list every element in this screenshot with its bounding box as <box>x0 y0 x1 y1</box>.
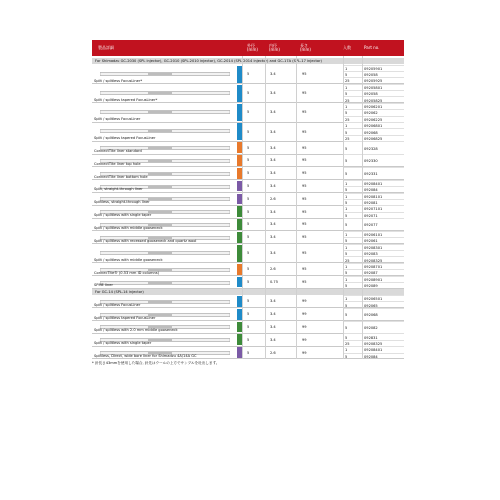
table-row <box>92 122 404 141</box>
part-number: 092083 <box>364 252 378 257</box>
outer-diameter: 5 <box>247 158 250 163</box>
product-label: Split / splitless FocusLiner* <box>94 78 143 83</box>
header-id: 内径 (mm) <box>269 42 280 52</box>
outer-diameter: 5 <box>247 350 250 355</box>
part-number: 092062 <box>364 111 378 116</box>
product-label: ConnectTite liner standard <box>94 149 142 154</box>
header-od: 外径 (mm) <box>247 42 258 52</box>
quantity: 5 <box>345 354 348 359</box>
length: 95 <box>302 110 307 115</box>
quantity: 5 <box>345 213 348 218</box>
part-number: 09206501 <box>364 297 383 302</box>
product-label: Split / splitless with single taper <box>94 213 152 218</box>
product-label: ConnectTite liner bottom hole <box>94 174 148 179</box>
outer-diameter: 5 <box>247 129 250 134</box>
inner-diameter: 3.4 <box>270 91 276 96</box>
column-divider <box>265 56 266 359</box>
part-number: 092068 <box>364 130 378 135</box>
product-label: ConnectTite liner top hole <box>94 161 141 166</box>
liner-illustration <box>100 110 230 114</box>
table-row <box>92 321 404 334</box>
part-number: 09208901 <box>364 277 383 282</box>
liner-illustration <box>100 91 230 95</box>
part-number: 09206201 <box>364 105 383 110</box>
table-row <box>92 180 404 193</box>
quantity-part-row <box>343 321 404 335</box>
header-product: 製品詳細 <box>98 44 114 50</box>
table-row <box>92 103 404 122</box>
quantity: 5 <box>345 146 348 151</box>
length: 95 <box>302 222 307 227</box>
quantity: 1 <box>345 124 348 129</box>
part-number: 09208401 <box>364 181 383 186</box>
product-label: Split / splitless with middle gooseneck <box>94 225 163 230</box>
quantity-part-row <box>343 308 404 322</box>
length: 95 <box>302 91 307 96</box>
table-row <box>92 65 404 84</box>
product-label: Split / splitless tapered FocusLiner <box>94 315 156 320</box>
quantity: 25 <box>345 117 350 122</box>
product-label: Split / splitless with middle gooseneck <box>94 257 163 262</box>
inner-diameter: 3.4 <box>270 222 276 227</box>
inner-diameter: 2.6 <box>270 196 276 201</box>
table-row <box>92 154 404 167</box>
inner-diameter: 3.4 <box>270 110 276 115</box>
quantity: 1 <box>345 265 348 270</box>
length: 95 <box>302 209 307 214</box>
inner-diameter: 2.6 <box>270 267 276 272</box>
quantity: 5 <box>345 239 348 244</box>
part-number: 092089 <box>364 284 378 289</box>
outer-diameter: 5 <box>247 196 250 201</box>
header-part-no: Part no. <box>364 44 380 50</box>
catalog-sheet <box>92 40 404 460</box>
part-number: 09205925 <box>364 79 383 84</box>
quantity: 1 <box>345 194 348 199</box>
column-divider <box>242 56 243 359</box>
length: 95 <box>302 251 307 256</box>
length: 95 <box>302 267 307 272</box>
outer-diameter: 5 <box>247 324 250 329</box>
part-number: 092831 <box>364 335 378 340</box>
quantity-part-row <box>343 141 404 155</box>
length: 95 <box>302 158 307 163</box>
quantity: 5 <box>345 284 348 289</box>
product-label: Splitless, straight-through liner <box>94 200 150 205</box>
part-number: 09208401 <box>364 348 383 353</box>
part-number: 092068 <box>364 313 378 318</box>
quantity: 1 <box>345 181 348 186</box>
product-label: Split / splitless FocusLiner <box>94 117 141 122</box>
length: 95 <box>302 129 307 134</box>
length: 95 <box>302 72 307 77</box>
inner-diameter: 0.75 <box>270 280 279 285</box>
quantity: 5 <box>345 223 348 228</box>
inner-diameter: 3.4 <box>270 337 276 342</box>
part-number: 092082 <box>364 325 378 330</box>
inner-diameter: 3.4 <box>270 184 276 189</box>
part-number: 092328 <box>364 146 378 151</box>
quantity: 1 <box>345 207 348 212</box>
outer-diameter: 5 <box>247 184 250 189</box>
inner-diameter: 3.4 <box>270 209 276 214</box>
part-number: 09208101 <box>364 194 383 199</box>
quantity: 5 <box>345 188 348 193</box>
length: 95 <box>302 196 307 201</box>
product-label: Split / splitless with recessed gooseneck and quartz wool <box>94 238 197 243</box>
product-label: Split / splitless with 2.0 mm middle gooseneck <box>94 328 178 333</box>
outer-diameter: 5 <box>247 251 250 256</box>
part-number: 09206101 <box>364 233 383 238</box>
product-label: Split / splitless tapered FocusLiner <box>94 136 156 141</box>
table-header <box>92 40 404 56</box>
outer-diameter: 5 <box>247 235 250 240</box>
part-number: 092061 <box>364 239 378 244</box>
length: 99 <box>302 337 307 342</box>
quantity-part-row <box>343 154 404 168</box>
length: 99 <box>302 299 307 304</box>
table-row <box>92 193 404 206</box>
column-divider <box>296 56 297 359</box>
outer-diameter: 5 <box>247 312 250 317</box>
quantity: 25 <box>345 98 350 103</box>
quantity: 5 <box>345 201 348 206</box>
inner-diameter: 3.4 <box>270 312 276 317</box>
quantity: 1 <box>345 233 348 238</box>
quantity: 25 <box>345 79 350 84</box>
inner-diameter: 2.6 <box>270 350 276 355</box>
column-divider <box>343 56 344 359</box>
quantity: 5 <box>345 325 348 330</box>
length: 95 <box>302 184 307 189</box>
inner-diameter: 3.4 <box>270 129 276 134</box>
quantity: 5 <box>345 172 348 177</box>
quantity: 5 <box>345 303 348 308</box>
quantity: 1 <box>345 245 348 250</box>
quantity: 1 <box>345 297 348 302</box>
inner-diameter: 3.4 <box>270 251 276 256</box>
length: 95 <box>302 280 307 285</box>
part-number: 09206801 <box>364 124 383 129</box>
table-row <box>92 167 404 180</box>
inner-diameter: 3.4 <box>270 324 276 329</box>
part-number: 092058 <box>364 73 378 78</box>
inner-diameter: 3.4 <box>270 235 276 240</box>
part-number: 09206825 <box>364 137 383 142</box>
product-label: Split / splitless FocusLiner <box>94 302 141 307</box>
quantity: 5 <box>345 111 348 116</box>
part-number: 09208325 <box>364 341 383 346</box>
inner-diameter: 3.4 <box>270 145 276 150</box>
liner-illustration <box>100 72 230 76</box>
product-label: Split / splitless with single taper <box>94 341 152 346</box>
header-quantity: 入数 <box>343 44 351 50</box>
outer-diameter: 5 <box>247 110 250 115</box>
outer-diameter: 5 <box>247 280 250 285</box>
outer-diameter: 5 <box>247 267 250 272</box>
outer-diameter: 5 <box>247 222 250 227</box>
product-label: Split / splitless tapered FocusLiner* <box>94 97 158 102</box>
part-number: 092058 <box>364 92 378 97</box>
outer-diameter: 5 <box>247 299 250 304</box>
outer-diameter: 5 <box>247 145 250 150</box>
length: 95 <box>302 235 307 240</box>
quantity: 5 <box>345 130 348 135</box>
part-number: 092071 <box>364 213 378 218</box>
length: 99 <box>302 350 307 355</box>
quantity-part-row <box>343 353 404 360</box>
liner-illustration <box>100 251 230 255</box>
part-number: 092065 <box>364 303 378 308</box>
quantity: 25 <box>345 137 350 142</box>
inner-diameter: 3.4 <box>270 158 276 163</box>
product-label: SPME liner <box>94 283 113 288</box>
quantity: 5 <box>345 92 348 97</box>
table-row <box>92 276 404 289</box>
liner-illustration <box>100 281 230 285</box>
part-number: 092330 <box>364 159 378 164</box>
quantity: 5 <box>345 73 348 78</box>
product-label: Split, straight-through liner <box>94 187 143 192</box>
quantity: 5 <box>345 159 348 164</box>
part-number: 092331 <box>364 172 378 177</box>
quantity: 1 <box>345 85 348 90</box>
table-row <box>92 218 404 231</box>
part-number: 09208701 <box>364 265 383 270</box>
quantity: 5 <box>345 313 348 318</box>
part-number: 092084 <box>364 354 378 359</box>
part-number: 09205801 <box>364 85 383 90</box>
length: 95 <box>302 145 307 150</box>
length: 95 <box>302 171 307 176</box>
part-number: 09208301 <box>364 245 383 250</box>
part-number: 092087 <box>364 271 378 276</box>
inner-diameter: 3.4 <box>270 72 276 77</box>
section-header: For GC-14 (SPL-14 injector) <box>92 289 404 295</box>
part-number: 092077 <box>364 223 378 228</box>
footnote: * 針長さ43mmを使用した場合, 針先はウールの上方でサンプルを吐出します。 <box>92 361 220 365</box>
table-row <box>92 84 404 103</box>
part-number: 09207101 <box>364 207 383 212</box>
product-label: Splitless, Direct, wide bore liner for Shimadzu 4A/14A GC <box>94 353 197 358</box>
part-number: 09206225 <box>364 117 383 122</box>
table-row <box>92 295 404 308</box>
quantity: 5 <box>345 271 348 276</box>
section-header: For Shimadzu GC-2030 (SPL injector), GC-2010 (SPL-2010 injector), GC-2014 (SPL-2014 injector) and GC-17A (SPL-17 injector) <box>92 58 404 64</box>
liner-illustration <box>100 129 230 133</box>
length: 99 <box>302 312 307 317</box>
outer-diameter: 5 <box>247 91 250 96</box>
quantity-part-row <box>343 218 404 232</box>
table-row <box>92 205 404 218</box>
part-number: 092084 <box>364 188 378 193</box>
part-number: 09205901 <box>364 66 383 71</box>
quantity: 25 <box>345 341 350 346</box>
quantity: 5 <box>345 335 348 340</box>
quantity-part-row <box>343 167 404 181</box>
quantity: 25 <box>345 258 350 263</box>
outer-diameter: 5 <box>247 171 250 176</box>
length: 99 <box>302 324 307 329</box>
outer-diameter: 5 <box>247 209 250 214</box>
table-row <box>92 231 404 244</box>
header-length: 長さ (mm) <box>300 42 311 52</box>
product-label: ConnecTite® (0.53 mm ID columns) <box>94 270 160 275</box>
part-number: 092081 <box>364 201 378 206</box>
table-row <box>92 346 404 359</box>
outer-diameter: 5 <box>247 337 250 342</box>
quantity: 1 <box>345 277 348 282</box>
table-row <box>92 244 404 263</box>
part-number: 09205825 <box>364 98 383 103</box>
quantity: 1 <box>345 348 348 353</box>
quantity: 5 <box>345 252 348 257</box>
table-row <box>92 308 404 321</box>
part-number: 09208325 <box>364 258 383 263</box>
inner-diameter: 3.4 <box>270 299 276 304</box>
quantity: 1 <box>345 105 348 110</box>
outer-diameter: 5 <box>247 72 250 77</box>
quantity: 1 <box>345 66 348 71</box>
table-row <box>92 333 404 346</box>
table-row <box>92 141 404 154</box>
inner-diameter: 3.4 <box>270 171 276 176</box>
column-divider <box>362 56 363 359</box>
table-row <box>92 263 404 276</box>
